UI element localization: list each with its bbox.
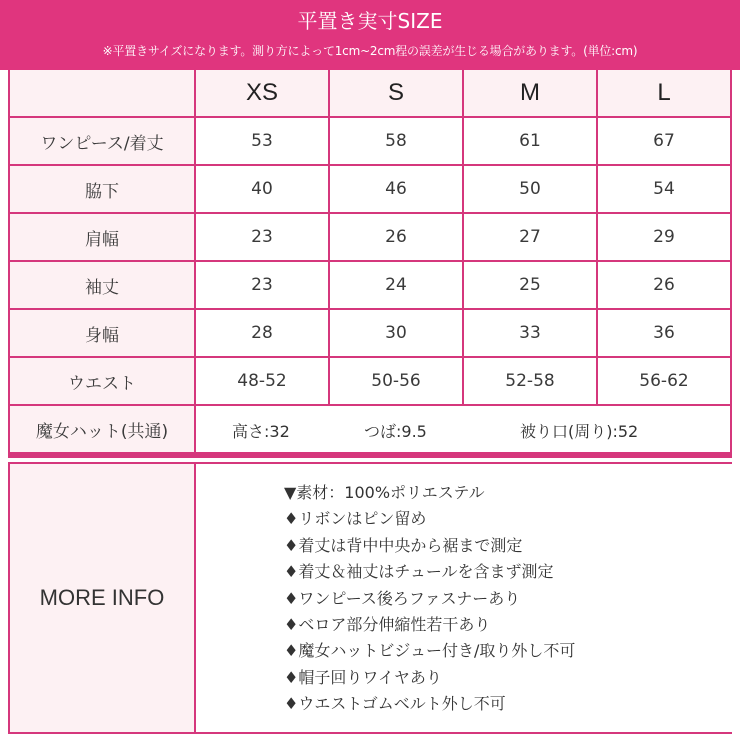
table-cell: 27 xyxy=(464,214,596,260)
table-cell: 26 xyxy=(330,214,462,260)
size-header xyxy=(0,0,740,70)
hat-brim: つば:9.5 xyxy=(364,422,427,441)
info-item: ♦ワンピース後ろファスナーあり xyxy=(284,588,521,608)
table-cell: 40 xyxy=(196,166,328,212)
row-label-underarm: 脇下 xyxy=(10,166,194,212)
table-cell: 67 xyxy=(598,118,730,164)
more-info-panel xyxy=(8,462,732,734)
row-label-hat: 魔女ハット(共通) xyxy=(10,406,194,452)
column-header-l: L xyxy=(598,70,730,116)
table-cell: 52-58 xyxy=(464,358,596,404)
row-label-shoulder: 肩幅 xyxy=(10,214,194,260)
info-item: ♦魔女ハットビジュー付き/取り外し不可 xyxy=(284,641,576,661)
column-header-m: M xyxy=(464,70,596,116)
table-cell: 58 xyxy=(330,118,462,164)
table-cell: 53 xyxy=(196,118,328,164)
table-cell: 48-52 xyxy=(196,358,328,404)
hat-opening: 被り口(周り):52 xyxy=(520,422,639,441)
more-info-list xyxy=(196,464,732,732)
more-info-label: MORE INFO xyxy=(10,464,194,732)
table-cell: 23 xyxy=(196,214,328,260)
page-title: 平置き実寸SIZE xyxy=(297,9,443,33)
table-cell: 50 xyxy=(464,166,596,212)
table-cell: 24 xyxy=(330,262,462,308)
table-cell: 26 xyxy=(598,262,730,308)
info-item: ♦着丈＆袖丈はチュールを含まず測定 xyxy=(284,562,554,582)
table-corner-cell xyxy=(10,70,194,116)
table-cell: 50-56 xyxy=(330,358,462,404)
size-table xyxy=(8,70,732,458)
table-cell: 29 xyxy=(598,214,730,260)
info-item: ♦帽子回りワイヤあり xyxy=(284,667,442,687)
table-cell: 28 xyxy=(196,310,328,356)
table-cell: 30 xyxy=(330,310,462,356)
info-item: ♦ベロア部分伸縮性若干あり xyxy=(284,615,491,635)
table-cell: 56-62 xyxy=(598,358,730,404)
info-item: ♦ウエストゴムベルト外し不可 xyxy=(284,694,506,714)
measurement-note: ※平置きサイズになります。測り方によって1cm~2cm程の誤差が生じる場合があります。(単位:cm) xyxy=(102,44,638,58)
table-cell: 33 xyxy=(464,310,596,356)
row-label-sleeve: 袖丈 xyxy=(10,262,194,308)
hat-height: 高さ:32 xyxy=(232,422,290,441)
table-cell: 61 xyxy=(464,118,596,164)
table-cell: 54 xyxy=(598,166,730,212)
row-label-waist: ウエスト xyxy=(10,358,194,404)
table-cell: 25 xyxy=(464,262,596,308)
info-item: ♦着丈は背中中央から裾まで測定 xyxy=(284,535,523,555)
table-cell: 36 xyxy=(598,310,730,356)
table-cell: 23 xyxy=(196,262,328,308)
info-item: ♦リボンはピン留め xyxy=(284,509,427,529)
row-label-length: ワンピース/着丈 xyxy=(10,118,194,164)
info-material: ▼素材：100%ポリエステル xyxy=(284,483,485,502)
table-cell: 46 xyxy=(330,166,462,212)
row-label-body-width: 身幅 xyxy=(10,310,194,356)
hat-measurements xyxy=(196,406,730,452)
column-header-s: S xyxy=(330,70,462,116)
column-header-xs: XS xyxy=(196,70,328,116)
